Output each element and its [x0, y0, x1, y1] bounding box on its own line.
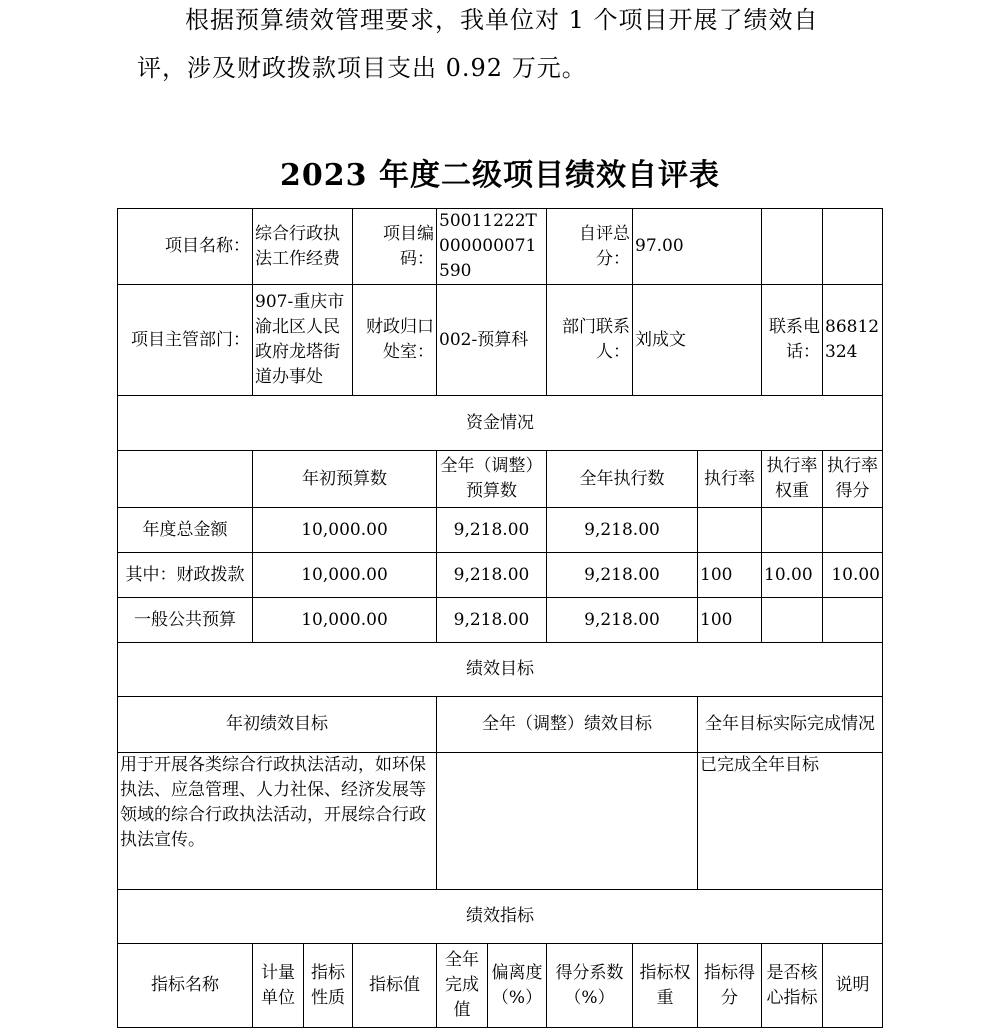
indicators-header-row: [118, 944, 883, 1028]
department-value: 907-重庆市渝北区人民政府龙塔街道办事处: [253, 285, 353, 396]
goals-content-row: [118, 753, 883, 890]
funds-row-score: [823, 598, 883, 643]
funds-row-rate: 100: [698, 598, 762, 643]
indicator-header-name: 指标名称: [118, 944, 253, 1028]
funds-row-adjusted: 9,218.00: [437, 598, 547, 643]
indicator-header-weight: 指标权重: [633, 944, 698, 1028]
indicator-header-nature: 指标性质: [304, 944, 353, 1028]
funds-row-budget: 10,000.00: [253, 553, 437, 598]
indicator-header-core: 是否核心指标: [762, 944, 823, 1028]
goals-actual-text: 已完成全年目标: [698, 753, 883, 890]
project-code-value: 50011222T000000071590: [437, 209, 547, 285]
funds-row-weight: 10.00: [762, 553, 823, 598]
document-title: 2023 年度二级项目绩效自评表: [280, 158, 720, 193]
department-label: 项目主管部门：: [118, 285, 253, 396]
self-score-value: 97.00: [633, 209, 762, 285]
funds-row: [118, 598, 883, 643]
self-score-label: 自评总分：: [547, 209, 633, 285]
goals-section-title: 绩效目标: [118, 643, 883, 697]
funds-row-label: 其中：财政拨款: [118, 553, 253, 598]
funds-row-weight: [762, 508, 823, 553]
goals-header-actual: 全年目标实际完成情况: [698, 697, 883, 753]
funds-row-weight: [762, 598, 823, 643]
funds-header-budget: 年初预算数: [253, 451, 437, 508]
funds-row: [118, 553, 883, 598]
project-code-label: 项目编码：: [353, 209, 437, 285]
funds-header-executed: 全年执行数: [547, 451, 698, 508]
funds-header-row: [118, 451, 883, 508]
contact-person-label: 部门联系人：: [547, 285, 633, 396]
indicator-header-completed: 全年完成值: [437, 944, 488, 1028]
empty-cell: [762, 209, 823, 285]
goals-header-adjusted: 全年（调整）绩效目标: [437, 697, 698, 753]
funds-header-weight: 执行率权重: [762, 451, 823, 508]
funds-row-label: 一般公共预算: [118, 598, 253, 643]
funds-header-score: 执行率得分: [823, 451, 883, 508]
phone-value: 86812324: [823, 285, 883, 396]
funds-row-executed: 9,218.00: [547, 508, 698, 553]
funds-row-executed: 9,218.00: [547, 553, 698, 598]
funds-row-rate: 100: [698, 553, 762, 598]
funds-row-adjusted: 9,218.00: [437, 553, 547, 598]
goals-initial-text: 用于开展各类综合行政执法活动，如环保执法、应急管理、人力社保、经济发展等领域的综合行政执法活动，开展综合行政执法宣传。: [118, 753, 437, 890]
funds-section-title: 资金情况: [118, 396, 883, 451]
indicator-header-score: 指标得分: [698, 944, 762, 1028]
funds-header-adjusted: 全年（调整）预算数: [437, 451, 547, 508]
funds-row-score: [823, 508, 883, 553]
indicator-header-deviation: 偏离度（%）: [488, 944, 547, 1028]
finance-office-label: 财政归口处室：: [353, 285, 437, 396]
goals-header-initial: 年初绩效目标: [118, 697, 437, 753]
empty-cell: [118, 451, 253, 508]
funds-row-label: 年度总金额: [118, 508, 253, 553]
project-info-row: [118, 209, 883, 285]
funds-row-executed: 9,218.00: [547, 598, 698, 643]
department-info-row: [118, 285, 883, 396]
empty-cell: [823, 209, 883, 285]
goals-header-row: [118, 697, 883, 753]
funds-row-adjusted: 9,218.00: [437, 508, 547, 553]
indicator-header-note: 说明: [823, 944, 883, 1028]
contact-person-value: 刘成文: [633, 285, 762, 396]
project-name-value: 综合行政执法工作经费: [253, 209, 353, 285]
funds-header-rate: 执行率: [698, 451, 762, 508]
goals-adjusted-text: [437, 753, 698, 890]
funds-row-score: 10.00: [823, 553, 883, 598]
intro-line-1: 根据预算绩效管理要求，我单位对 1 个项目开展了绩效自: [185, 6, 819, 34]
project-name-label: 项目名称：: [118, 209, 253, 285]
intro-line-2: 评，涉及财政拨款项目支出 0.92 万元。: [137, 54, 587, 82]
funds-row-budget: 10,000.00: [253, 598, 437, 643]
evaluation-table: [117, 208, 883, 1028]
phone-label: 联系电话：: [762, 285, 823, 396]
funds-row-budget: 10,000.00: [253, 508, 437, 553]
indicator-header-coefficient: 得分系数（%）: [547, 944, 633, 1028]
finance-office-value: 002-预算科: [437, 285, 547, 396]
funds-row: [118, 508, 883, 553]
indicator-header-value: 指标值: [353, 944, 437, 1028]
indicator-header-unit: 计量单位: [253, 944, 304, 1028]
funds-row-rate: [698, 508, 762, 553]
indicators-section-title: 绩效指标: [118, 890, 883, 944]
